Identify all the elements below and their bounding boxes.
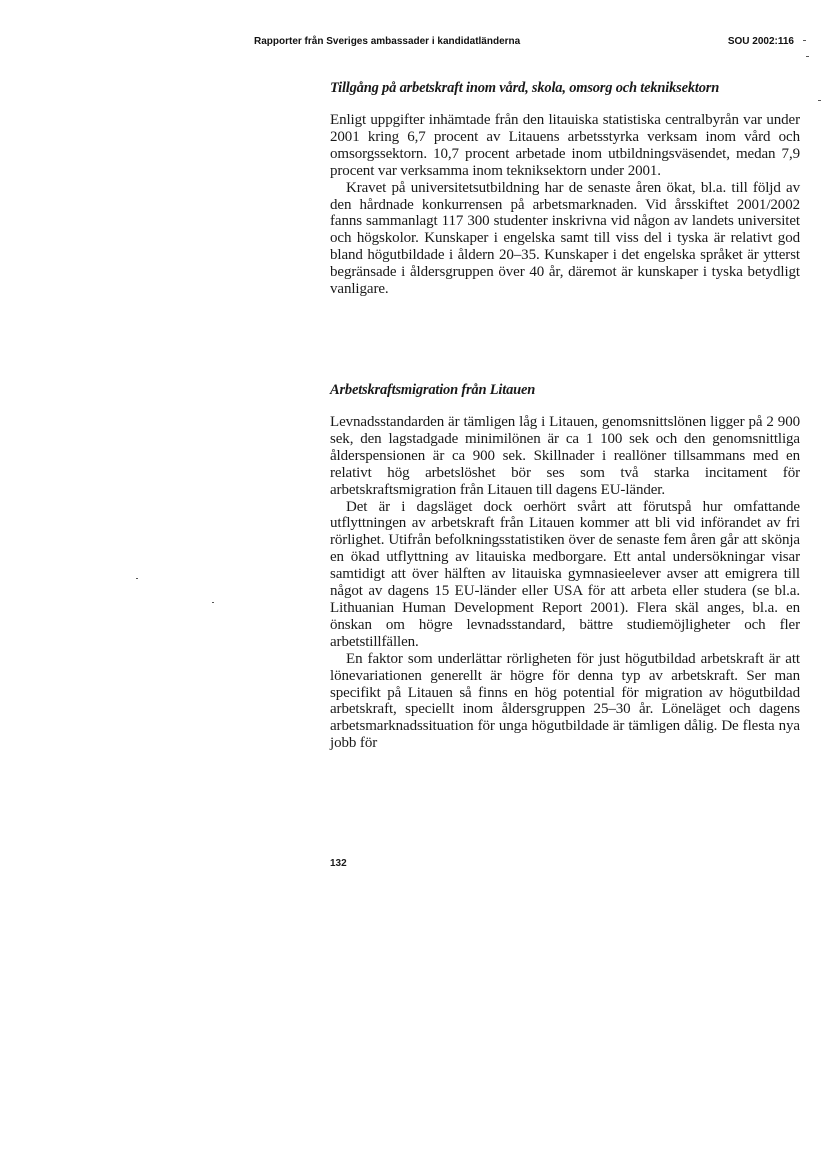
- paragraph: Det är i dagsläget dock oerhört svårt att förutspå hur omfattande utflyttningen av arbetskraft från Litauen kommer att bli vid införandet av fri rörlighet. Utifrån befolkningsstatistiken över de senaste fem åren går att skönja en ökad utflyttning av litauiska medborgare. Ett antal undersökningar visar samtidigt att över hälften av litauiska gymnasieelever avser att emigrera till något av dagens 15 EU-länder eller USA för att arbeta eller studera (se bl.a. Lithuanian Human Development Report 2001). Flera skäl anges, bl.a. en önskan om högre levnadsstandard, bättre studiemöjligheter och fler arbetstillfällen.: [330, 498, 800, 650]
- paragraph: En faktor som underlättar rörligheten för just högutbildad arbetskraft är att lönevariationen generellt är högre för denna typ av arbetskraft. Ser man specifikt på Litauen så finns en hög potential för migration av högutbildad arbetskraft, speciellt inom åldersgruppen 25–30 år. Löneläget och dagens arbetsmarknadssituation för unga högutbildade är tämligen dålig. De flesta nya jobb för: [330, 650, 800, 752]
- scan-mark: [806, 56, 809, 57]
- header-report-title: Rapporter från Sveriges ambassader i kandidatländerna: [254, 36, 521, 47]
- scan-mark: [818, 100, 821, 101]
- section-heading-labor-migration: Arbetskraftsmigration från Litauen: [330, 382, 536, 398]
- scan-mark: [212, 602, 214, 603]
- header-document-number: SOU 2002:116: [727, 36, 794, 47]
- paragraph: Kravet på universitetsutbildning har de senaste åren ökat, bl.a. till följd av den hårdnade konkurrensen på arbetsmarknaden. Vid årsskiftet 2001/2002 fanns sammanlagt 117 300 studenter inskrivna vid någon av landets universitet och högskolor. Kunskaper i engelska samt till viss del i tyska är relativt god bland högutbildade i åldern 20–35. Kunskaper i det engelska språket är ytterst begränsade i åldersgruppen över 40 år, däremot är kunskaper i tyska betydligt vanligare.: [330, 179, 800, 298]
- running-header: [254, 36, 794, 52]
- paragraph: Enligt uppgifter inhämtade från den litauiska statistiska centralbyrån var under 2001 kring 6,7 procent av Litauens arbetsstyrka verksam inom vård och omsorgssektorn. 10,7 procent arbetade inom utbildningsväsendet, medan 7,9 procent var verksamma inom tekniksektorn under 2001.: [330, 112, 800, 179]
- scan-mark: [136, 578, 138, 579]
- section-body-labor-supply: [330, 112, 800, 298]
- paragraph: Levnadsstandarden är tämligen låg i Litauen, genomsnittslönen ligger på 2 900 sek, den lagstadgade minimilönen är ca 1 100 sek och den genomsnittliga ålderspensionen är ca 900 sek. Skillnader i reallöner tillsammans med en relativt hög arbetslöshet bör ses som två starka incitament för arbetskraftsmigration från Litauen till dagens EU-länder.: [330, 414, 800, 498]
- section-heading-labor-supply: Tillgång på arbetskraft inom vård, skola, omsorg och tekniksektorn: [330, 80, 720, 96]
- page-number: 132: [330, 858, 347, 869]
- section-body-labor-migration: [330, 414, 800, 752]
- scan-mark: [803, 40, 806, 41]
